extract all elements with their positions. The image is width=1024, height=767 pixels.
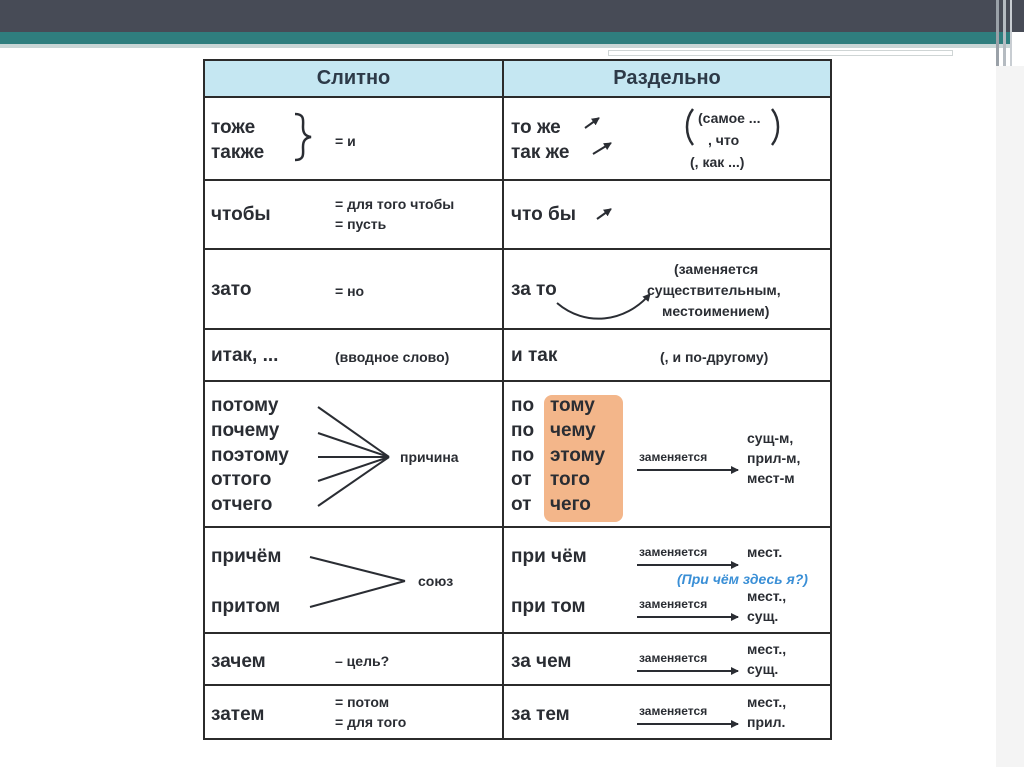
fan-line <box>318 457 389 506</box>
arrow-label: заменяется <box>639 450 708 464</box>
note: = для того <box>335 714 407 730</box>
note: мест., <box>747 641 787 657</box>
word: то же <box>511 117 561 138</box>
note: мест-м <box>747 470 795 486</box>
word: потому <box>211 395 279 416</box>
spelling-table <box>203 59 832 740</box>
word: причём <box>211 546 282 567</box>
prefix: от <box>511 469 532 490</box>
word: притом <box>211 596 281 617</box>
note: = но <box>335 283 365 299</box>
fan-line <box>310 581 405 607</box>
note: прил-м, <box>747 450 801 466</box>
word: чему <box>550 420 596 441</box>
note: (, и по-другому) <box>660 349 769 365</box>
word: при чём <box>511 546 587 567</box>
word: зато <box>211 279 252 300</box>
header-left: Слитно <box>316 67 391 89</box>
word: что бы <box>511 204 576 225</box>
example-note: (При чём здесь я?) <box>677 571 808 587</box>
arrow-label: заменяется <box>639 704 708 718</box>
curly-brace <box>295 114 311 160</box>
note: мест., <box>747 694 787 710</box>
word: тоже <box>211 117 256 138</box>
word: при том <box>511 596 586 617</box>
word: так же <box>511 142 570 163</box>
word: и так <box>511 345 558 366</box>
note: местоимением) <box>662 303 770 319</box>
prefix: по <box>511 445 535 466</box>
slide-accent-band <box>0 32 1010 44</box>
prefix: по <box>511 420 535 441</box>
prefix: от <box>511 494 532 515</box>
note: (, как ...) <box>690 154 745 170</box>
word: почему <box>211 420 280 441</box>
note: = для того чтобы <box>335 196 455 212</box>
note: причина <box>400 449 459 465</box>
fan-line <box>310 557 405 581</box>
word: зачем <box>211 651 266 672</box>
word: также <box>211 142 265 163</box>
word: итак, ... <box>211 345 279 366</box>
slide-top-bar <box>0 0 1024 32</box>
note: союз <box>418 573 454 589</box>
prefix: по <box>511 395 535 416</box>
slide-edge-strip <box>1003 0 1006 66</box>
fan-line <box>318 457 389 481</box>
word: чтобы <box>211 204 271 225</box>
arrow-icon <box>593 143 611 154</box>
slide-edge-strip <box>1010 0 1012 66</box>
fan-line <box>318 433 389 457</box>
note: – цель? <box>335 653 390 669</box>
note: мест. <box>747 544 783 560</box>
paren-right <box>772 109 778 145</box>
slide-accent-shadow <box>0 44 1010 48</box>
word: за то <box>511 279 557 300</box>
word: того <box>550 469 590 490</box>
arrow-label: заменяется <box>639 545 708 559</box>
arrow-label: заменяется <box>639 597 708 611</box>
note: = пусть <box>335 216 387 232</box>
arrow-icon <box>597 209 611 219</box>
arrow-label: заменяется <box>639 651 708 665</box>
note: = и <box>335 133 356 149</box>
word: чего <box>550 494 591 515</box>
note: прил. <box>747 714 786 730</box>
word: поэтому <box>211 445 289 466</box>
note: (вводное слово) <box>335 349 450 365</box>
note: сущ. <box>747 661 779 677</box>
title-underline <box>608 50 953 56</box>
word: затем <box>211 704 265 725</box>
word: за чем <box>511 651 572 672</box>
paren-left <box>687 109 693 145</box>
note: , что <box>708 132 740 148</box>
word: оттого <box>211 469 272 490</box>
word: этому <box>550 445 606 466</box>
header-right: Раздельно <box>613 67 721 89</box>
note: мест., <box>747 588 787 604</box>
note: (самое ... <box>698 110 761 126</box>
fan-line <box>318 407 389 457</box>
slide-edge-strip <box>996 0 999 66</box>
note: = потом <box>335 694 390 710</box>
slide-right-margin <box>996 66 1024 767</box>
word: тому <box>550 395 595 416</box>
arrow-icon <box>585 118 599 128</box>
curved-arrow <box>557 294 650 319</box>
note: существительным, <box>647 282 781 298</box>
word: отчего <box>211 494 273 515</box>
note: (заменяется <box>674 261 759 277</box>
word: за тем <box>511 704 570 725</box>
note: сущ. <box>747 608 779 624</box>
note: сущ-м, <box>747 430 794 446</box>
